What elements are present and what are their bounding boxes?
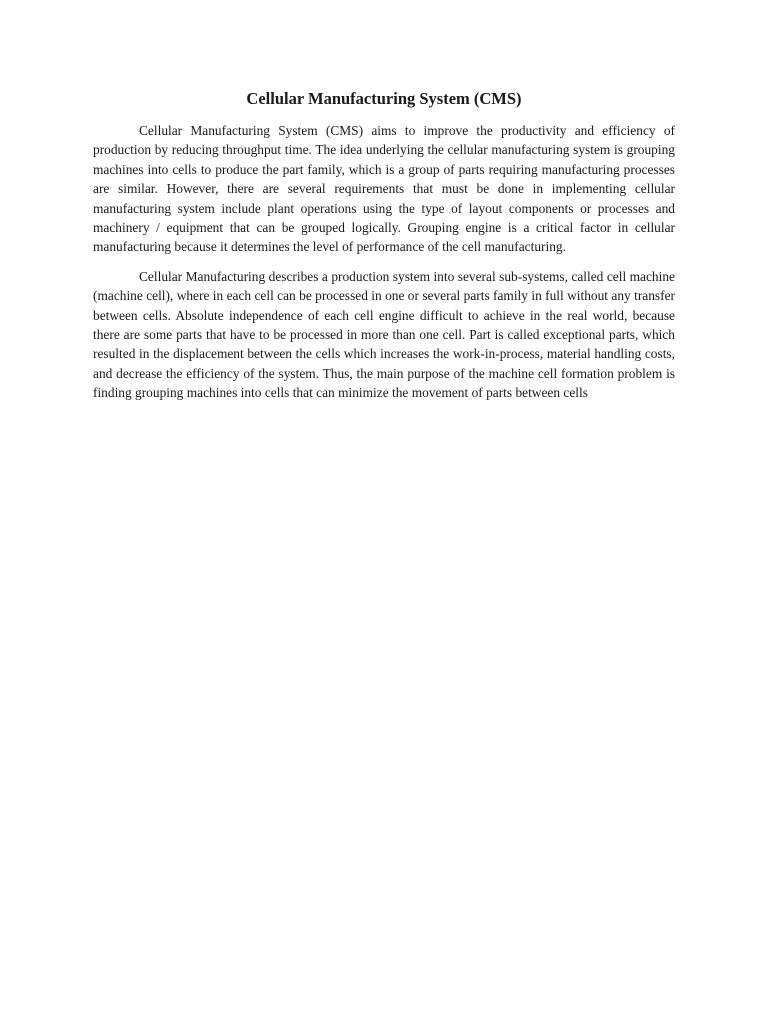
paragraph-intro: Cellular Manufacturing System (CMS) aims to improve the productivity and efficiency of production by reducing throughput time. The idea underlying the cellular manufacturing system is grouping machines into cells to produce the part family, which is a group of parts requiring manufacturing processes are similar. However, there are several requirements that must be done in implementing cellular manufacturing system include plant operations using the type of layout components or processes and machinery / equipment that can be grouped logically. Grouping engine is a critical factor in cellular manufacturing because it determines the level of performance of the cell manufacturing. <box>93 123 675 255</box>
document-title: Cellular Manufacturing System (CMS) <box>246 89 522 108</box>
document-body <box>93 88 675 413</box>
paragraph-cell-description: Cellular Manufacturing describes a production system into several sub-systems, called cell machine (machine cell), where in each cell can be processed in one or several parts family in full without any transfer between cells. Absolute independence of each cell engine difficult to achieve in the real world, because there are some parts that have to be processed in more than one cell. Part is called exceptional parts, which resulted in the displacement between the cells which increases the work-in-process, material handling costs, and decrease the efficiency of the system. Thus, the main purpose of the machine cell formation problem is finding grouping machines into cells that can minimize the movement of parts between cells <box>93 268 675 401</box>
